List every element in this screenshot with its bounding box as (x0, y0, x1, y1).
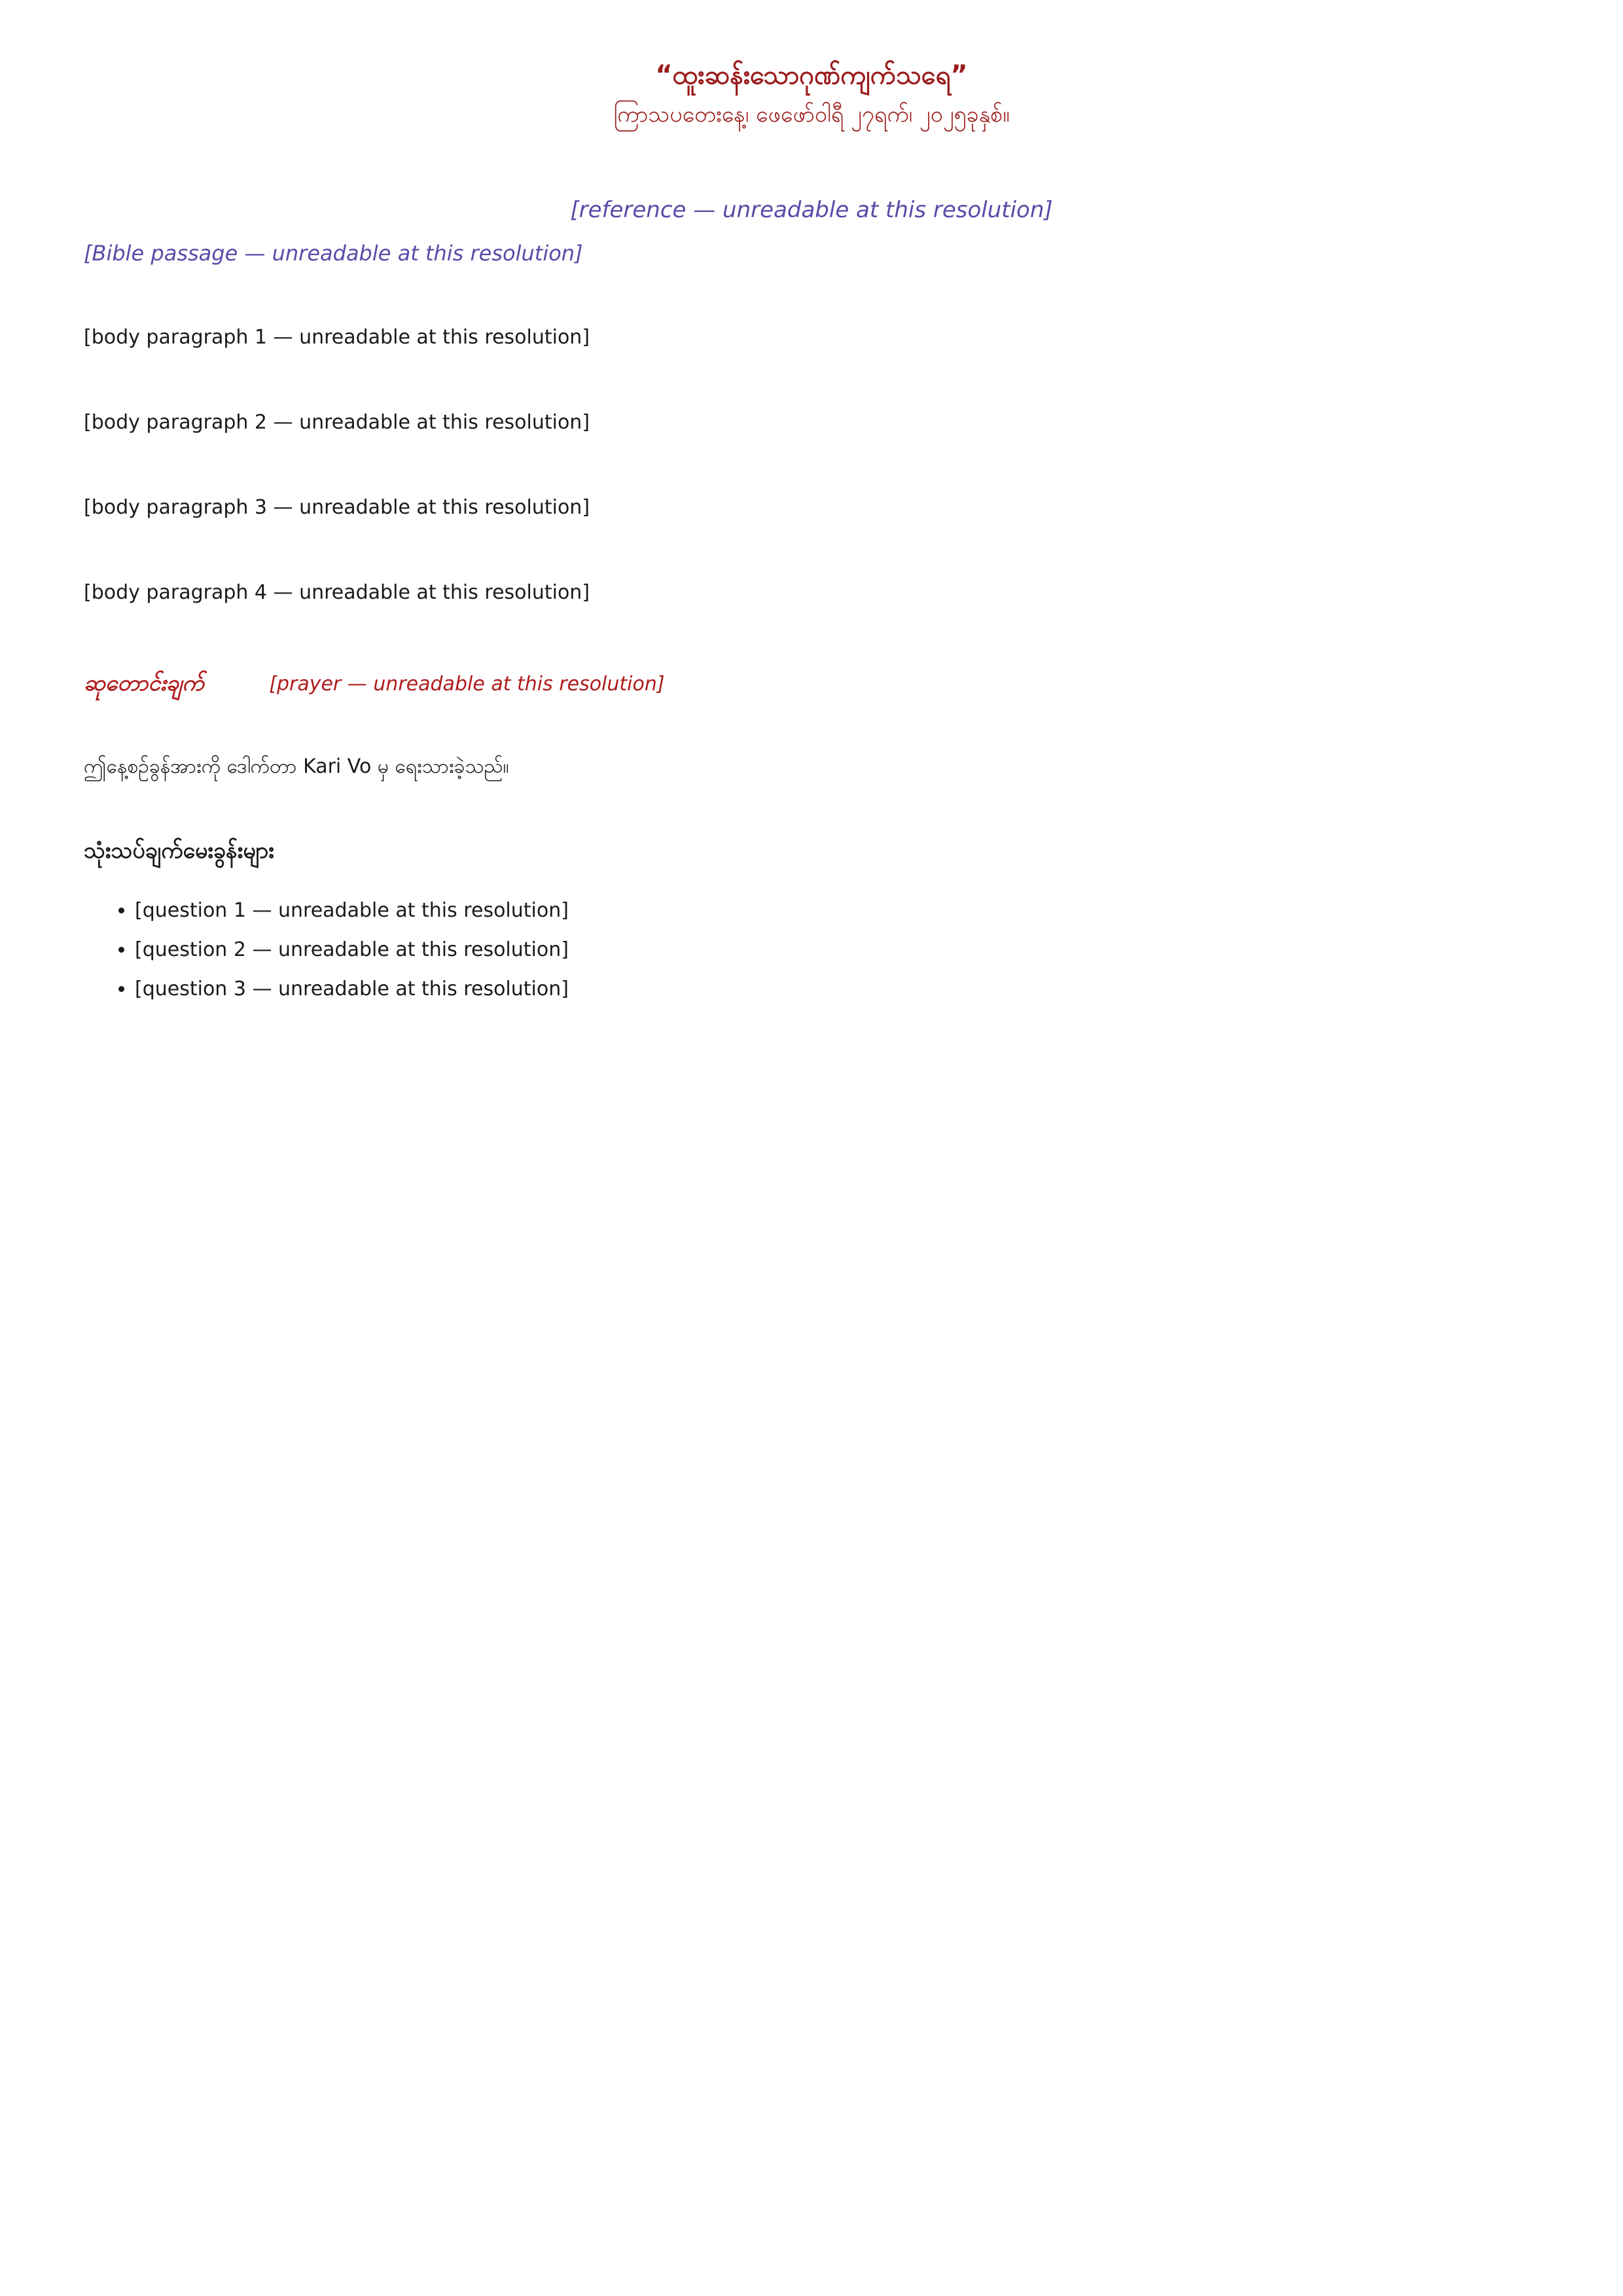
reflection-question: • [question 2 — unreadable at this resolution] (135, 930, 1539, 970)
reflection-question: • [question 1 — unreadable at this resolution] (135, 891, 1539, 930)
reflection-question-list (84, 891, 1539, 1009)
body-paragraph: [body paragraph 2 — unreadable at this resolution] (84, 411, 590, 434)
scripture-passage: [Bible passage — unreadable at this resolution] (84, 241, 583, 266)
author-credit: ဤနေ့စဉ်ခွန်အားကို ဒေါက်တာ Kari Vo မှ ရေးသားခဲ့သည်။ (84, 755, 509, 778)
page-header (84, 56, 1539, 226)
body-paragraph: [body paragraph 3 — unreadable at this resolution] (84, 496, 590, 519)
body-paragraph: [body paragraph 1 — unreadable at this resolution] (84, 326, 590, 349)
reflection-question: • [question 3 — unreadable at this resolution] (135, 970, 1539, 1009)
body-paragraph: [body paragraph 4 — unreadable at this resolution] (84, 581, 590, 604)
scripture-reference: [reference — unreadable at this resolution] (570, 197, 1053, 223)
prayer-section (84, 665, 1539, 703)
page-title: “ထူးဆန်းသောဂုဏ်ကျက်သရေ” (655, 60, 968, 90)
prayer-label: ဆုတောင်းချက် (84, 670, 204, 696)
reflection-section (84, 832, 1539, 1009)
prayer-text: [prayer — unreadable at this resolution] (269, 673, 665, 696)
page-date: ကြာသပတေးနေ့၊ ဖေဖော်ဝါရီ ၂၇ရက်၊ ၂၀၂၅ခုနှစ်။ (613, 101, 1010, 128)
devotional-body (84, 318, 1539, 612)
reflection-heading: သုံးသပ်ချက်မေးခွန်းများ (84, 838, 274, 864)
